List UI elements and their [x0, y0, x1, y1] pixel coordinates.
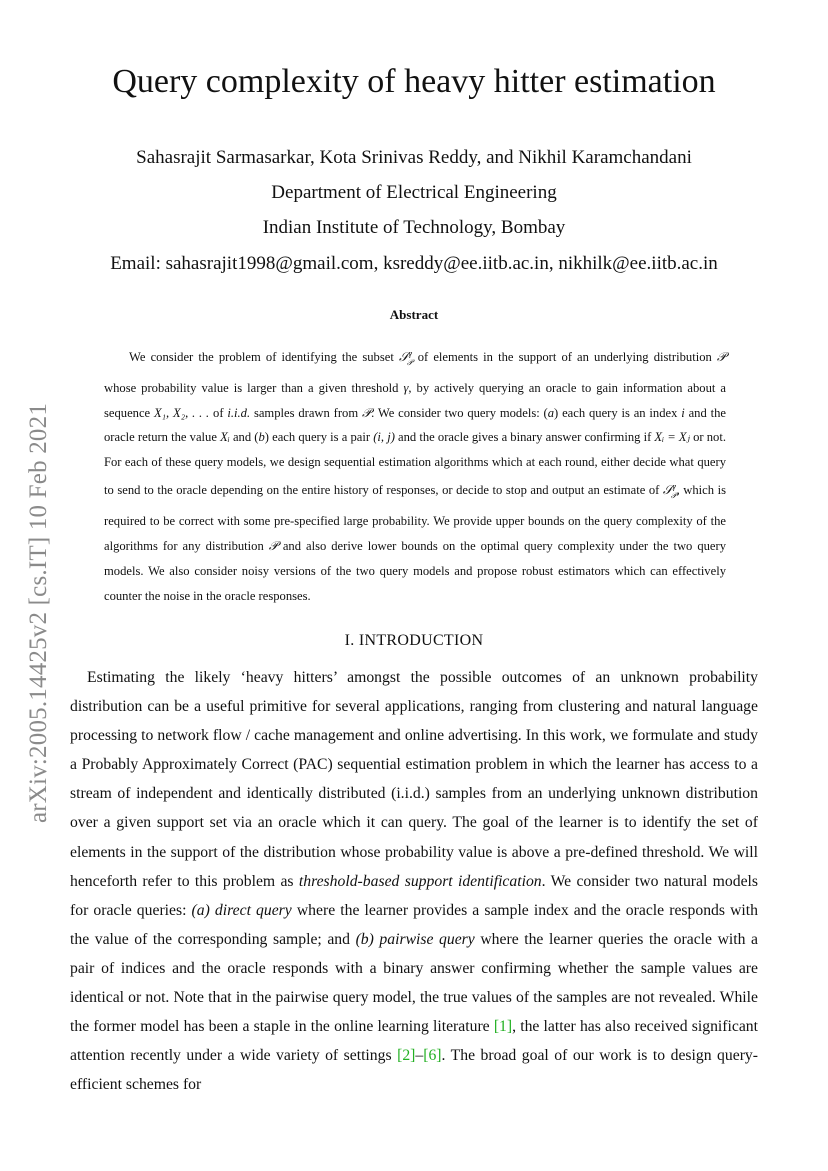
- intro-text: –: [415, 1047, 424, 1065]
- citation-link[interactable]: [1]: [493, 1018, 513, 1036]
- math-symbol: 𝒫: [268, 538, 278, 553]
- section-heading: I. INTRODUCTION: [344, 632, 484, 649]
- abstract-text: and the oracle return the value: [104, 405, 726, 445]
- math-symbol: 𝒮$^\gamma_𝒫$: [398, 349, 413, 367]
- abstract-text: of elements in the support of an underlying distribution: [412, 350, 717, 365]
- intro-text: where the learner queries the oracle with a pair of indices and the oracle responds with a binary answer confirming whether the sample values are identical or not. Note that in the pairwise query model, the true values of the samples are not revealed. While the former model has been a staple in the online learning literature: [70, 930, 758, 1036]
- math-symbol: 𝒫: [361, 405, 372, 420]
- math-symbol: X₁, X₂, . . .: [153, 405, 210, 420]
- abstract-text: and (: [229, 430, 259, 445]
- intro-text: where the learner provides a sample index and the oracle responds with the value of the corresponding sample; and: [70, 901, 758, 948]
- intro-text: , the latter has also received significant attention recently under a wide variety of settings: [70, 1018, 758, 1065]
- author-emails: Email: sahasrajit1998@gmail.com, ksreddy@ee.iitb.ac.in, nikhilk@ee.iitb.ac.in: [110, 253, 718, 274]
- abstract-text: and also derive lower bounds on the optimal query complexity under the two query models. We also consider noisy versions of the two query models and propose robust estimators which can effectively counter the noise in the oracle responses.: [104, 538, 726, 603]
- paper-title: Query complexity of heavy hitter estimation: [112, 63, 716, 100]
- abstract-heading: Abstract: [389, 307, 439, 322]
- intro-paragraph: [70, 663, 758, 1099]
- math-symbol: i.i.d.: [227, 405, 251, 420]
- abstract-text: ) each query is a pair: [264, 430, 374, 445]
- abstract-text: . We consider two query models: (: [371, 405, 548, 420]
- emphasized-term: (b) pairwise query: [355, 930, 475, 948]
- math-symbol: Xᵢ = Xⱼ: [654, 430, 690, 445]
- math-symbol: (i, j): [373, 430, 395, 445]
- author-list: Sahasrajit Sarmasarkar, Kota Srinivas Reddy, and Nikhil Karamchandani: [136, 147, 692, 168]
- arxiv-identifier-text: arXiv:2005.14425v2 [cs.IT] 10 Feb 2021: [25, 402, 53, 824]
- abstract-body: [104, 342, 726, 608]
- abstract-text: or not. For each of these query models, we design sequential estimation algorithms which at each round, either decide what query to send to the oracle depending on the entire history of responses, or decide to stop and output an estimate of: [104, 430, 726, 498]
- abstract-text: , which is required to be correct with some pre-specified large probability. We provide upper bounds on the query complexity of the algorithms for any distribution: [104, 483, 726, 553]
- arxiv-identifier-stamp: [16, 378, 62, 848]
- abstract-paragraph: [104, 342, 726, 608]
- emphasized-term: threshold-based support identification: [298, 872, 542, 890]
- abstract-text: We consider the problem of identifying the subset: [129, 350, 399, 365]
- abstract-text: samples drawn from: [250, 405, 362, 420]
- abstract-text: whose probability value is larger than a given threshold: [104, 380, 404, 395]
- abstract-text: ) each query is an index: [554, 405, 682, 420]
- math-symbol: 𝒮$^\gamma_𝒫$: [662, 482, 677, 500]
- citation-link[interactable]: [2]: [397, 1047, 416, 1065]
- author-institution: Indian Institute of Technology, Bombay: [262, 217, 566, 238]
- intro-text: Estimating the likely ‘heavy hitters’ amongst the possible outcomes of an unknown probability distribution can be a useful primitive for several applications, ranging from clustering and natural language processing to network flow / cache management and online advertising. In this work, we formulate and study a Probably Approximately Correct (PAC) sequential estimation problem in which the learner has access to a stream of independent and identically distributed (i.i.d.) samples from an underlying unknown distribution over a given support set via an oracle which it can query. The goal of the learner is to identify the set of elements in the support of the distribution whose probability value is above a pre-defined threshold. We will henceforth refer to this problem as: [70, 669, 758, 890]
- math-symbol: i: [681, 405, 685, 420]
- math-symbol: a: [547, 405, 555, 420]
- math-symbol: Xᵢ: [220, 430, 230, 445]
- abstract-text: of: [209, 405, 228, 420]
- intro-text: . The broad goal of our work is to design query-efficient schemes for: [70, 1047, 758, 1094]
- abstract-text: and the oracle gives a binary answer confirming if: [394, 430, 655, 445]
- abstract-text: , by actively querying an oracle to gain information about a sequence: [104, 380, 726, 420]
- author-department: Department of Electrical Engineering: [271, 182, 557, 203]
- math-symbol: γ: [403, 380, 409, 395]
- math-symbol: 𝒫: [716, 350, 726, 365]
- math-symbol: b: [258, 430, 265, 445]
- emphasized-term: (a) direct query: [191, 901, 292, 919]
- citation-link[interactable]: [6]: [423, 1047, 442, 1065]
- intro-text: . We consider two natural models for oracle queries:: [70, 872, 758, 919]
- introduction-body: [70, 663, 758, 1099]
